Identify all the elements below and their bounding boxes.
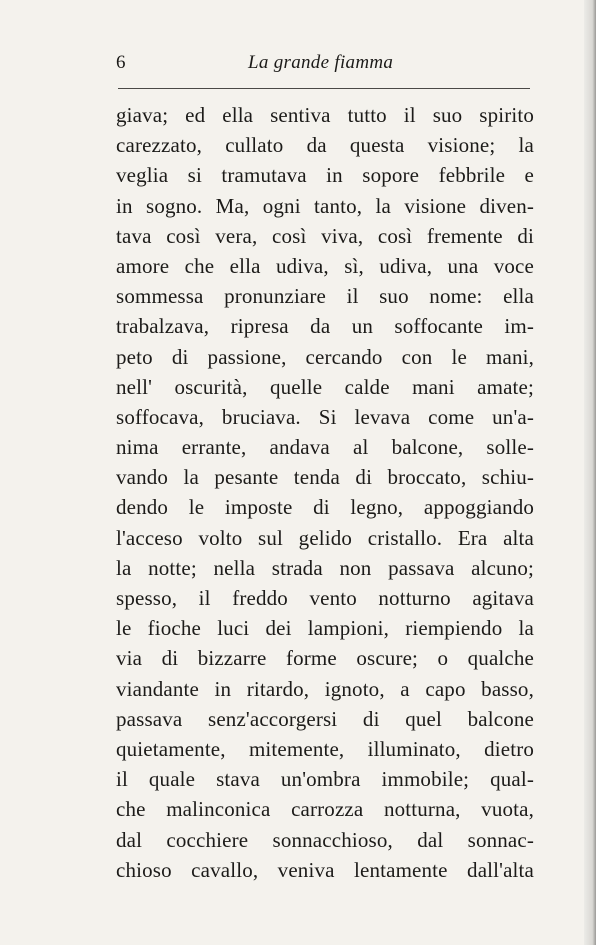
text-line: trabalzava, ripresa da un soffocante im- — [116, 314, 534, 339]
text-line: viandante in ritardo, ignoto, a capo basso, — [116, 676, 534, 701]
body-text — [116, 100, 534, 885]
text-line: sommessa pronunziare il suo nome: ella — [116, 284, 534, 309]
text-line: il quale stava un'ombra immobile; qual- — [116, 767, 534, 792]
text-line: chioso cavallo, veniva lentamente dall'alta — [116, 857, 534, 882]
text-line: via di bizzarre forme oscure; o qualche — [116, 646, 534, 671]
text-line: dendo le imposte di legno, appoggiando — [116, 495, 534, 520]
text-line: carezzato, cullato da questa visione; la — [116, 133, 534, 158]
text-line: quietamente, mitemente, illuminato, dietro — [116, 736, 534, 761]
text-line: vando la pesante tenda di broccato, schiu- — [116, 465, 534, 490]
text-line: che malinconica carrozza notturna, vuota, — [116, 797, 534, 822]
text-line: peto di passione, cercando con le mani, — [116, 344, 534, 369]
header-rule — [118, 88, 530, 89]
text-line: soffocava, bruciava. Si levava come un'a- — [116, 404, 534, 429]
text-line: veglia si tramutava in sopore febbrile e — [116, 163, 534, 188]
page-number: 6 — [116, 52, 126, 73]
text-line: giava; ed ella sentiva tutto il suo spirito — [116, 103, 534, 127]
text-line: l'acceso volto sul gelido cristallo. Era alta — [116, 525, 534, 550]
text-line: spesso, il freddo vento notturno agitava — [116, 586, 534, 610]
page-header — [116, 52, 536, 78]
text-line: passava senz'accorgersi di quel balcone — [116, 706, 534, 731]
text-line: dal cocchiere sonnacchioso, dal sonnac- — [116, 827, 534, 852]
running-title: La grande fiamma — [248, 52, 394, 73]
text-line: la notte; nella strada non passava alcuno; — [116, 555, 534, 580]
text-line: in sogno. Ma, ogni tanto, la visione diven- — [116, 193, 534, 218]
text-line: le fioche luci dei lampioni, riempiendo la — [116, 616, 534, 641]
page-edge-shadow — [584, 0, 596, 945]
text-line: amore che ella udiva, sì, udiva, una voce — [116, 253, 534, 278]
text-line: tava così vera, così viva, così fremente di — [116, 223, 534, 248]
text-line: nell' oscurità, quelle calde mani amate; — [116, 374, 534, 399]
text-line: nima errante, andava al balcone, solle- — [116, 435, 534, 460]
